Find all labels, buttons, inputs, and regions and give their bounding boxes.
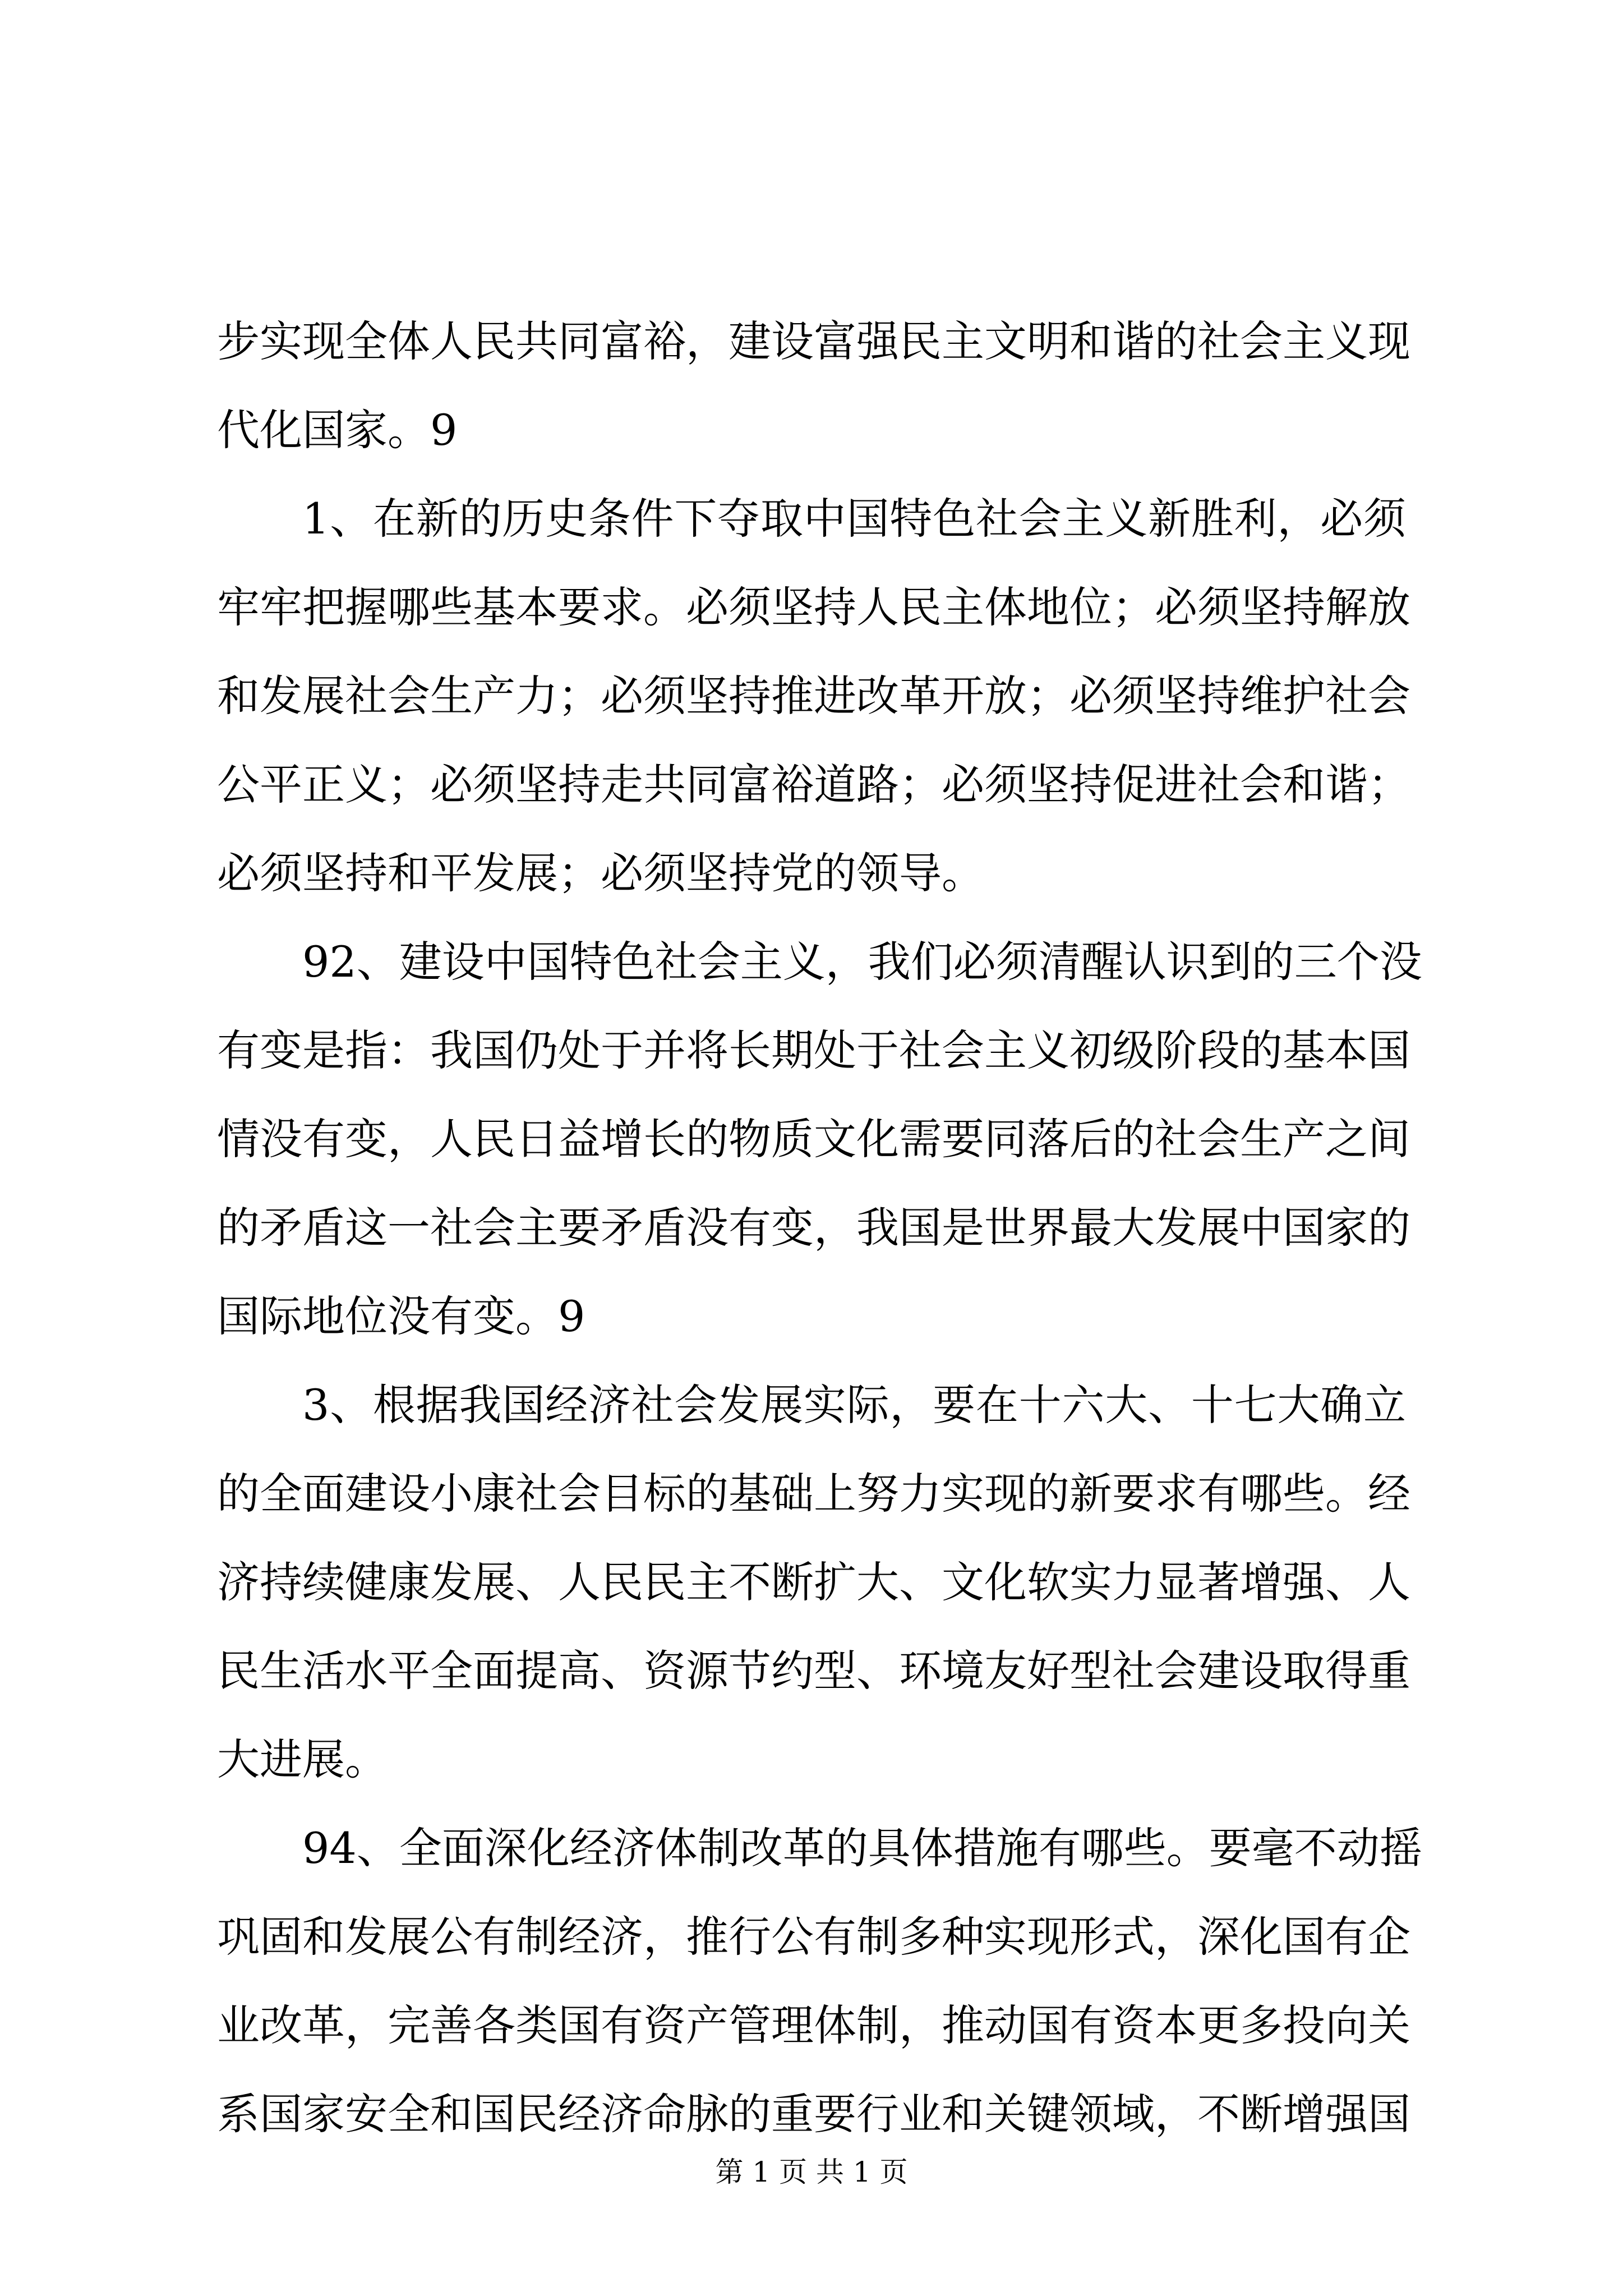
text-line: 巩固和发展公有制经济，推行公有制多种实现形式，深化国有企	[217, 1912, 1410, 1962]
paragraph-start-line: 1、在新的历史条件下夺取中国特色社会主义新胜利，必须	[302, 494, 1406, 544]
text-line: 步实现全体人民共同富裕，建设富强民主文明和谐的社会主义现	[217, 316, 1410, 366]
text-line: 牢牢把握哪些基本要求。必须坚持人民主体地位；必须坚持解放	[217, 582, 1410, 632]
paragraph-start-line: 3、根据我国经济社会发展实际，要在十六大、十七大确立	[302, 1380, 1406, 1430]
text-line: 民生活水平全面提高、资源节约型、环境友好型社会建设取得重	[217, 1646, 1410, 1696]
text-line: 济持续健康发展、人民民主不断扩大、文化软实力显著增强、人	[217, 1557, 1410, 1607]
text-line: 系国家安全和国民经济命脉的重要行业和关键领域，不断增强国	[217, 2089, 1410, 2139]
text-line: 的全面建设小康社会目标的基础上努力实现的新要求有哪些。经	[217, 1469, 1410, 1519]
text-line: 公平正义；必须坚持走共同富裕道路；必须坚持促进社会和谐；	[217, 760, 1410, 809]
text-line: 业改革，完善各类国有资产管理体制，推动国有资本更多投向关	[217, 2000, 1410, 2050]
text-line: 有变是指：我国仍处于并将长期处于社会主义初级阶段的基本国	[217, 1025, 1410, 1075]
text-line: 大进展。	[217, 1734, 388, 1784]
paragraph-start-line: 94、全面深化经济体制改革的具体措施有哪些。要毫不动摇	[302, 1823, 1422, 1873]
text-line: 国际地位没有变。9	[217, 1291, 585, 1341]
text-line: 的矛盾这一社会主要矛盾没有变，我国是世界最大发展中国家的	[217, 1203, 1410, 1253]
body-text	[217, 297, 1422, 2159]
text-line: 情没有变，人民日益增长的物质文化需要同落后的社会生产之间	[217, 1114, 1410, 1164]
text-line: 和发展社会生产力；必须坚持推进改革开放；必须坚持维护社会	[217, 671, 1410, 721]
text-line: 代化国家。9	[217, 405, 458, 455]
paragraph-start-line: 92、建设中国特色社会主义，我们必须清醒认识到的三个没	[302, 937, 1422, 987]
text-line: 必须坚持和平发展；必须坚持党的领导。	[217, 848, 984, 898]
page-footer: 第 1 页 共 1 页	[715, 2156, 908, 2188]
